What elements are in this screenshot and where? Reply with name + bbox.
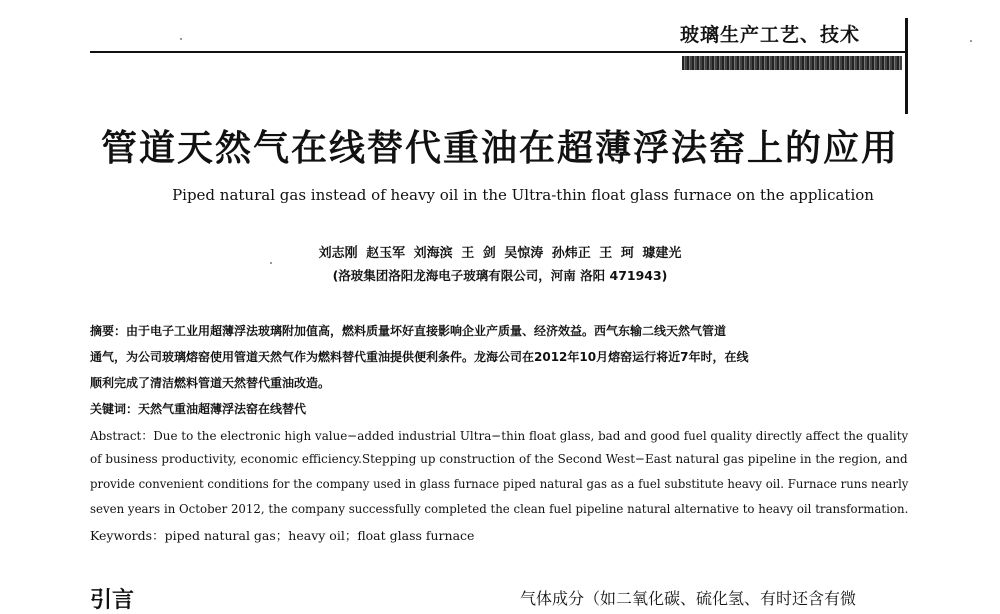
abstract-zh-line: 顺利完成了清洁燃料管道天然替代重油改造。 bbox=[90, 376, 331, 390]
abstract-en-line: of business productivity, economic efficiency.Stepping up construction of the Second West−East natural gas pipeline in the region, and bbox=[90, 451, 908, 466]
keywords-zh: 关键词：天然气重油超薄浮法窑在线替代 bbox=[90, 402, 307, 416]
scan-speck bbox=[270, 262, 272, 264]
header-side-bar bbox=[905, 18, 908, 114]
affiliation: (洛玻集团洛阳龙海电子玻璃有限公司，河南 洛阳 471943) bbox=[332, 268, 668, 283]
header-decoration bbox=[682, 56, 902, 70]
journal-section-label: 玻璃生产工艺、技术 bbox=[680, 24, 861, 46]
scan-speck bbox=[970, 40, 972, 42]
keywords-en: Keywords：piped natural gas；heavy oil；float glass furnace bbox=[90, 528, 475, 543]
abstract-zh-line: 摘要：由于电子工业用超薄浮法玻璃附加值高，燃料质量坏好直接影响企业产质量、经济效益。西气东输二线天然气管道 bbox=[90, 324, 727, 338]
abstract-zh-line: 通气，为公司玻璃熔窑使用管道天然气作为燃料替代重油提供便利条件。龙海公司在2012年10月熔窑运行将近7年时，在线 bbox=[90, 350, 749, 364]
header-rule bbox=[90, 51, 908, 53]
body-text-column-2: 气体成分（如二氧化碳、硫化氢、有时还含有微 bbox=[520, 589, 857, 608]
scan-speck bbox=[180, 38, 182, 40]
title-chinese: 管道天然气在线替代重油在超薄浮法窑上的应用 bbox=[100, 128, 899, 169]
abstract-en-line: seven years in October 2012, the company successfully completed the clean fuel pipeline natural alternative to heavy oil transformation. bbox=[90, 501, 909, 516]
abstract-en-line: Abstract：Due to the electronic high value−added industrial Ultra−thin float glass, bad and good fuel quality directly affect the quality bbox=[90, 428, 909, 443]
section-heading-introduction: 引言 bbox=[90, 588, 135, 613]
title-english: Piped natural gas instead of heavy oil in the Ultra-thin float glass furnace on the application bbox=[172, 186, 874, 204]
abstract-en-line: provide convenient conditions for the company used in glass furnace piped natural gas as a fuel substitute heavy oil. Furnace runs nearly bbox=[90, 476, 909, 491]
author-list: 刘志刚 赵玉军 刘海滨 王 剑 吴惊涛 孙炜正 王 珂 璩建光 bbox=[318, 246, 682, 261]
